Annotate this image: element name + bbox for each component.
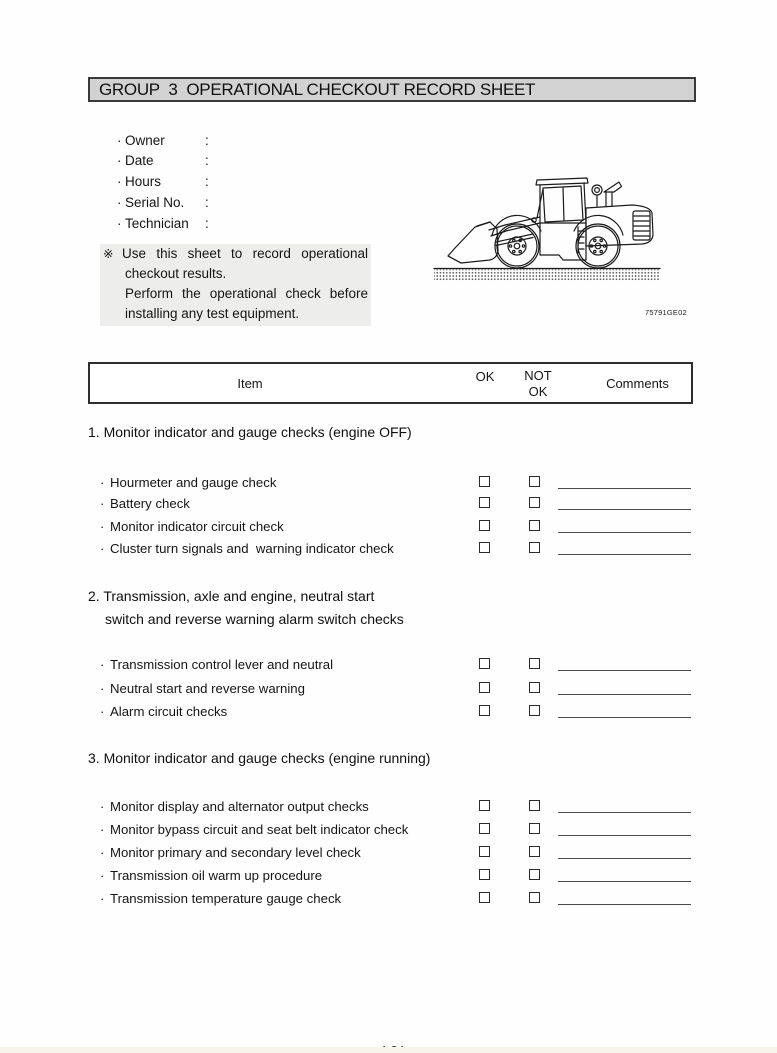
info-field-technician [0, 216, 400, 234]
note-line: installing any test equipment. [125, 306, 300, 321]
comments-line[interactable] [558, 670, 691, 671]
not-ok-checkbox[interactable] [529, 520, 540, 531]
ok-checkbox[interactable] [479, 892, 490, 903]
colon: : [205, 153, 209, 168]
comments-line[interactable] [558, 812, 691, 813]
bullet: · [100, 799, 105, 814]
checklist-row [0, 475, 777, 491]
comments-line[interactable] [558, 694, 691, 695]
bullet: · [100, 845, 105, 860]
bullet: · [117, 216, 122, 231]
info-field-hours [0, 174, 400, 192]
comments-line[interactable] [558, 858, 691, 859]
ok-checkbox[interactable] [479, 823, 490, 834]
bullet: · [117, 195, 122, 210]
wheel-loader-illustration [433, 163, 700, 285]
bullet: · [117, 133, 122, 148]
checklist-row [0, 868, 777, 884]
section-2-heading-line-1: 2. Transmission, axle and engine, neutral start [88, 588, 375, 604]
info-field-owner [0, 133, 400, 151]
comments-line[interactable] [558, 554, 691, 555]
comments-line[interactable] [558, 717, 691, 718]
ok-checkbox[interactable] [479, 658, 490, 669]
column-header-item: Item [237, 376, 263, 391]
not-ok-checkbox[interactable] [529, 497, 540, 508]
ok-checkbox[interactable] [479, 520, 490, 531]
info-label: Technician [125, 216, 189, 231]
bullet: · [100, 891, 105, 906]
colon: : [205, 216, 209, 231]
bullet: · [100, 681, 105, 696]
column-header-comments: Comments [606, 376, 669, 391]
note-line: Perform the operational check before [125, 286, 368, 301]
not-ok-checkbox[interactable] [529, 682, 540, 693]
bullet: · [100, 541, 105, 556]
checklist-row [0, 891, 777, 907]
checklist-row [0, 845, 777, 861]
item-label: Transmission control lever and neutral [110, 657, 334, 672]
ok-checkbox[interactable] [479, 705, 490, 716]
table-header [88, 362, 693, 404]
note-line: Use this sheet to record operational [122, 246, 368, 261]
checklist-row [0, 496, 777, 512]
colon: : [205, 133, 209, 148]
bullet: · [100, 704, 105, 719]
not-ok-checkbox[interactable] [529, 542, 540, 553]
ok-checkbox[interactable] [479, 846, 490, 857]
item-label: Transmission temperature gauge check [110, 891, 342, 906]
not-ok-checkbox[interactable] [529, 705, 540, 716]
checklist-row [0, 822, 777, 838]
item-label: Monitor bypass circuit and seat belt indicator check [110, 822, 409, 837]
group-title: GROUP 3 OPERATIONAL CHECKOUT RECORD SHEET [88, 77, 696, 102]
figure-code: 75791GE02 [645, 308, 687, 317]
checklist-row [0, 519, 777, 535]
not-ok-checkbox[interactable] [529, 892, 540, 903]
info-field-serial-no [0, 195, 400, 213]
bullet: · [100, 657, 105, 672]
info-label: Owner [125, 133, 165, 148]
note-line: checkout results. [125, 266, 227, 281]
item-label: Battery check [110, 496, 190, 511]
column-header-not-ok: NOT [524, 368, 552, 383]
not-ok-checkbox[interactable] [529, 846, 540, 857]
checklist-row [0, 799, 777, 815]
ok-checkbox[interactable] [479, 682, 490, 693]
checklist-row [0, 541, 777, 557]
bullet: · [100, 475, 105, 490]
colon: : [205, 174, 209, 189]
info-label: Date [125, 153, 154, 168]
bullet: · [100, 868, 105, 883]
comments-line[interactable] [558, 509, 691, 510]
not-ok-checkbox[interactable] [529, 476, 540, 487]
item-label: Transmission oil warm up procedure [110, 868, 323, 883]
info-field-date [0, 153, 400, 171]
checklist-row [0, 704, 777, 720]
checklist-row [0, 681, 777, 697]
not-ok-checkbox[interactable] [529, 800, 540, 811]
colon: : [205, 195, 209, 210]
checklist-row [0, 657, 777, 673]
comments-line[interactable] [558, 835, 691, 836]
section-3-heading: 3. Monitor indicator and gauge checks (engine running) [88, 750, 431, 766]
not-ok-checkbox[interactable] [529, 869, 540, 880]
section-1-heading: 1. Monitor indicator and gauge checks (engine OFF) [88, 424, 412, 440]
ok-checkbox[interactable] [479, 800, 490, 811]
item-label: Hourmeter and gauge check [110, 475, 277, 490]
scan-edge-artifact [0, 1047, 777, 1053]
ok-checkbox[interactable] [479, 869, 490, 880]
bullet: · [100, 519, 105, 534]
bullet: · [100, 496, 105, 511]
comments-line[interactable] [558, 532, 691, 533]
item-label: Alarm circuit checks [110, 704, 228, 719]
item-label: Cluster turn signals and warning indicator check [110, 541, 394, 556]
section-2-heading-line-2: switch and reverse warning alarm switch checks [105, 611, 404, 627]
ok-checkbox[interactable] [479, 476, 490, 487]
item-label: Monitor primary and secondary level check [110, 845, 361, 860]
column-header-ok: OK [475, 369, 495, 384]
info-label: Serial No. [125, 195, 185, 210]
reference-mark: ※ [103, 247, 114, 261]
comments-line[interactable] [558, 488, 691, 489]
ok-checkbox[interactable] [479, 497, 490, 508]
item-label: Monitor display and alternator output checks [110, 799, 369, 814]
bullet: · [100, 822, 105, 837]
bullet: · [117, 174, 122, 189]
bullet: · [117, 153, 122, 168]
item-label: Monitor indicator circuit check [110, 519, 284, 534]
ok-checkbox[interactable] [479, 542, 490, 553]
not-ok-checkbox[interactable] [529, 658, 540, 669]
comments-line[interactable] [558, 881, 691, 882]
note-block [100, 244, 371, 326]
column-header-not-ok-line-2: OK [528, 384, 548, 399]
comments-line[interactable] [558, 904, 691, 905]
info-label: Hours [125, 174, 162, 189]
item-label: Neutral start and reverse warning [110, 681, 305, 696]
not-ok-checkbox[interactable] [529, 823, 540, 834]
